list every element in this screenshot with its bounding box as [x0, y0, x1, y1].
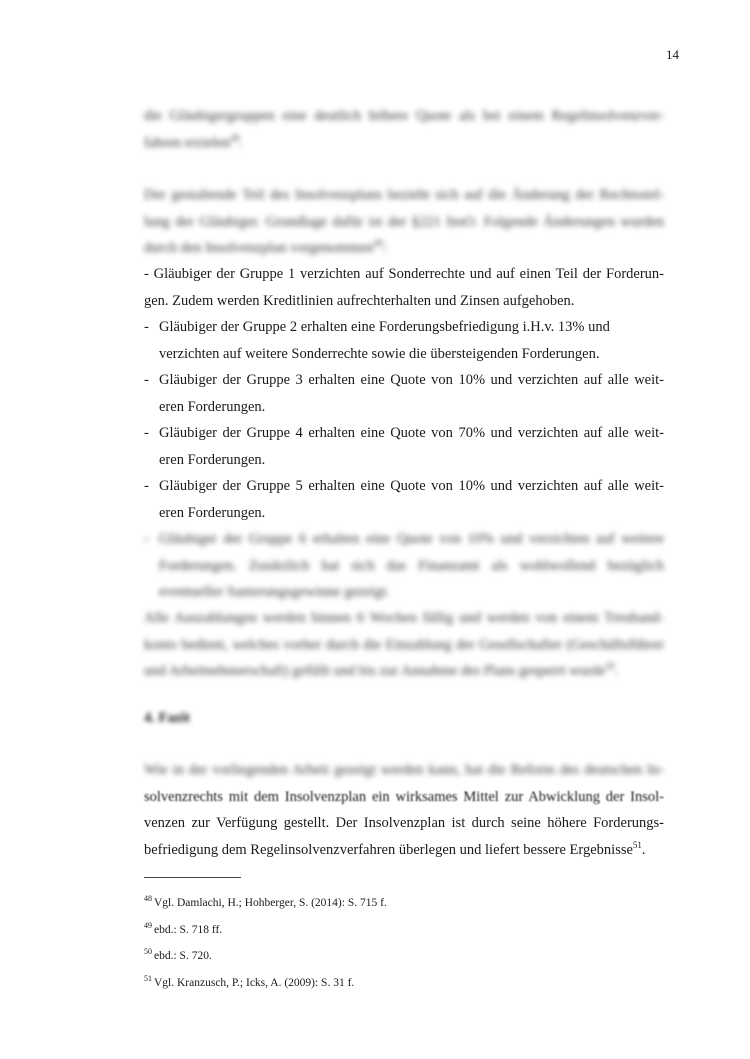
text-line: Wie in der vorliegenden Arbeit gezeigt werden kann, hat die Reform des deutschen In- — [144, 762, 664, 778]
text-line: Alle Auszahlungen werden binnen 6 Wochen fällig und werden von einem Treuhand- — [144, 610, 664, 626]
text-line: - Gläubiger der Gruppe 1 verzichten auf Sonderrechte und auf einen Teil der Forderun- — [144, 266, 664, 282]
footnote-ref: 48 — [230, 132, 240, 143]
page-number: 14 — [666, 47, 679, 62]
list-item — [144, 473, 664, 526]
footnote-text: Vgl. Damlachi, H.; Hohberger, S. (2014): S. 715 f. — [154, 896, 387, 909]
footnote — [144, 918, 222, 938]
bullet-dash: - — [144, 372, 149, 388]
text-line: Gläubiger der Gruppe 6 erhalten eine Quote von 10% und verzichten auf weitere — [159, 531, 664, 547]
text-line: eventueller Sanierungsgewinne gezeigt. — [159, 584, 390, 600]
footnote-text: ebd.: S. 720. — [154, 949, 212, 962]
bullet-dash: - — [144, 425, 149, 441]
section-heading: 4. Fazit — [144, 710, 190, 726]
text-line: konto bedient, welches vorher durch die Einzahlung der Gesellschafter (Geschäftsführer — [144, 636, 664, 653]
text-line: befriedigung dem Regelinsolvenzverfahren überlegen und liefert bessere Ergebnisse$^{51}$. — [144, 839, 646, 858]
footnote-number: 49 — [144, 921, 152, 930]
footnote-divider — [144, 877, 241, 878]
footnote — [144, 891, 387, 911]
footnote-text: Vgl. Kranzusch, P.; Icks, A. (2009): S. 31 f. — [154, 976, 355, 989]
bullet-dash: - — [144, 478, 149, 494]
payout-paragraph — [144, 605, 664, 685]
text-line: lung der Gläubiger. Grundlage dafür ist der §221 InsO. Folgende Änderungen wurden — [144, 213, 664, 230]
list-item — [144, 420, 664, 473]
footnote-number: 50 — [144, 947, 152, 956]
text-line: eren Forderungen. — [159, 451, 266, 468]
text-line: eren Forderungen. — [159, 504, 266, 521]
text-line: solvenzrechts mit dem Insolvenzplan ein wirksames Mittel zur Abwicklung der Insol- — [144, 788, 664, 805]
footnote-text: ebd.: S. 718 ff. — [154, 923, 223, 936]
conclusion-paragraph — [144, 757, 664, 863]
group1-paragraph — [144, 261, 664, 314]
footnote-ref: 51 — [632, 839, 642, 850]
text-line: fahren erzielen$^{48}$. — [144, 132, 244, 151]
list-item — [144, 314, 664, 367]
text-line: und Arbeitnehmerschaft) gefüllt und bis zur Annahme des Plans gesperrt wurde$^{50}$. — [144, 661, 619, 679]
text-line: die Gläubigergruppen eine deutlich höhere Quote als bei einem Regelinsolvenzver- — [144, 108, 664, 124]
text-line: Gläubiger der Gruppe 5 erhalten eine Quote von 10% und verzichten auf alle weit- — [159, 478, 664, 494]
text-line: Gläubiger der Gruppe 4 erhalten eine Quote von 70% und verzichten auf alle weit- — [159, 425, 664, 441]
footnote-ref: 50 — [605, 661, 615, 672]
text-line: Der gestaltende Teil des Insolvenzplans bezieht sich auf die Änderung der Rechtsstel- — [144, 187, 664, 203]
footnote-ref: 49 — [373, 238, 383, 249]
text-line: gen. Zudem werden Kreditlinien aufrechterhalten und Zinsen aufgehoben. — [144, 292, 575, 309]
text-line: verzichten auf weitere Sonderrechte sowie die übersteigenden Forderungen. — [159, 345, 600, 362]
list-item — [144, 367, 664, 420]
text-line: venzen zur Verfügung gestellt. Der Insolvenzplan ist durch seine höhere Forderungs- — [144, 815, 664, 831]
text-line: eren Forderungen. — [159, 398, 266, 415]
footnote — [144, 944, 212, 964]
intro-paragraph — [144, 103, 664, 156]
footnote — [144, 971, 354, 991]
list-item — [144, 526, 664, 606]
bullet-dash: - — [144, 319, 149, 335]
plan-paragraph — [144, 182, 664, 262]
text-line: Forderungen. Zusätzlich hat sich das Finanzamt als wohlwollend bezüglich — [159, 557, 664, 574]
text-line: durch den Insolvenzplan vorgenommen$^{49}$: — [144, 238, 387, 256]
footnote-number: 51 — [144, 974, 152, 983]
text-line: Gläubiger der Gruppe 3 erhalten eine Quote von 10% und verzichten auf alle weit- — [159, 372, 664, 388]
footnote-number: 48 — [144, 894, 152, 903]
bullet-dash: - — [144, 531, 149, 547]
text-line: Gläubiger der Gruppe 2 erhalten eine Forderungsbefriedigung i.H.v. 13% und — [159, 319, 610, 335]
